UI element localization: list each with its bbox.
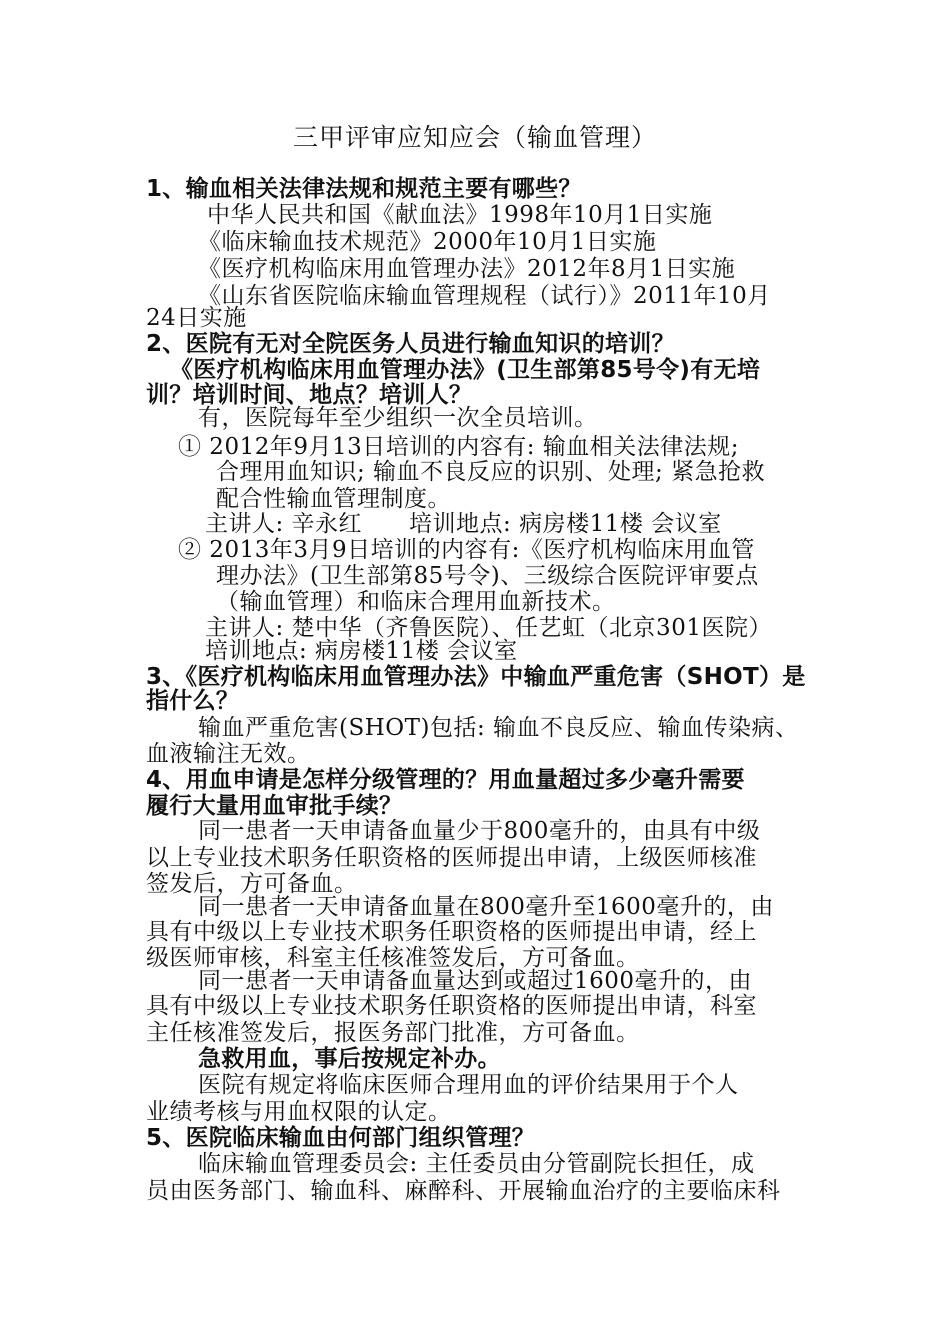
body-text-line: ① 2012年9月13日培训的内容有: 输血相关法律法规; xyxy=(178,434,740,460)
body-text-line: 同一患者一天申请备血量达到或超过1600毫升的，由 xyxy=(198,968,753,994)
body-text-line: 《医疗机构临床用血管理办法》2012年8月1日实施 xyxy=(198,256,736,282)
question-heading-line: 急救用血，事后按规定补办。 xyxy=(198,1046,501,1072)
body-text-line: 配合性输血管理制度。 xyxy=(216,486,451,512)
body-text-line: 24日实施 xyxy=(146,305,247,331)
body-text-line: 合理用血知识; 输血不良反应的识别、处理; 紧急抢救 xyxy=(216,459,766,485)
body-text-line: 输血严重危害(SHOT)包括: 输血不良反应、输血传染病、 xyxy=(198,715,799,741)
body-text-line: ② 2013年3月9日培训的内容有:《医疗机构临床用血管 xyxy=(178,537,755,563)
body-text-line: 临床输血管理委员会: 主任委员由分管副院长担任，成 xyxy=(198,1151,755,1177)
body-text-line: 同一患者一天申请备血量少于800毫升的，由具有中级 xyxy=(198,818,761,844)
body-text-line: （输血管理）和临床合理用血新技术。 xyxy=(216,589,616,615)
question-heading-line: 2、医院有无对全院医务人员进行输血知识的培训？ xyxy=(146,331,675,357)
question-heading-line: 3、《医疗机构临床用血管理办法》中输血严重危害（SHOT）是 xyxy=(146,664,806,690)
question-heading-line: 履行大量用血审批手续？ xyxy=(146,793,403,819)
body-text-line: 主讲人: 楚中华（齐鲁医院）、任艺虹（北京301医院） xyxy=(205,615,772,641)
body-text-line: 同一患者一天申请备血量在800毫升至1600毫升的，由 xyxy=(198,894,774,920)
body-text-line: 医院有规定将临床医师合理用血的评价结果用于个人 xyxy=(198,1072,739,1098)
body-text-line: 有，医院每年至少组织一次全员培训。 xyxy=(198,405,598,431)
body-text-line: 具有中级以上专业技术职务任职资格的医师提出申请，科室 xyxy=(146,993,757,1019)
question-heading-line: 指什么？ xyxy=(146,688,240,714)
body-text-line: 血液输注无效。 xyxy=(146,741,311,767)
body-text-line: 理办法》(卫生部第85号令)、三级综合医院评审要点 xyxy=(216,563,759,589)
question-heading-line: 1、输血相关法律法规和规范主要有哪些？ xyxy=(146,176,582,202)
body-text-line: 级医师审核，科室主任核准签发后，方可备血。 xyxy=(146,945,640,971)
body-text-line: 中华人民共和国《献血法》1998年10月1日实施 xyxy=(207,202,713,228)
body-text-line: 具有中级以上专业技术职务任职资格的医师提出申请，经上 xyxy=(146,919,757,945)
body-text-line: 《临床输血技术规范》2000年10月1日实施 xyxy=(198,229,657,255)
question-heading-line: 4、用血申请是怎样分级管理的？用血量超过多少毫升需要 xyxy=(146,767,745,793)
question-heading-line: 训？培训时间、地点？培训人？ xyxy=(146,382,473,408)
body-text-line: 员由医务部门、输血科、麻醉科、开展输血治疗的主要临床科 xyxy=(146,1178,781,1204)
body-text-line: 《山东省医院临床输血管理规程（试行）》2011年10月 xyxy=(198,283,771,309)
question-heading-line: 《医疗机构临床用血管理办法》(卫生部第85号令)有无培 xyxy=(170,357,761,383)
body-text-line: 业绩考核与用血权限的认定。 xyxy=(146,1099,452,1125)
body-text-line: 主讲人: 辛永红 培训地点: 病房楼11楼 会议室 xyxy=(205,511,722,537)
body-text-line: 主任核准签发后，报医务部门批准，方可备血。 xyxy=(146,1020,640,1046)
question-heading-line: 5、医院临床输血由何部门组织管理？ xyxy=(146,1125,536,1151)
body-text-line: 培训地点: 病房楼11楼 会议室 xyxy=(205,638,518,664)
page-title: 三甲评审应知应会（输血管理） xyxy=(292,123,657,152)
body-text-line: 以上专业技术职务任职资格的医师提出申请，上级医师核准 xyxy=(146,845,757,871)
body-text-line: 签发后，方可备血。 xyxy=(146,871,358,897)
